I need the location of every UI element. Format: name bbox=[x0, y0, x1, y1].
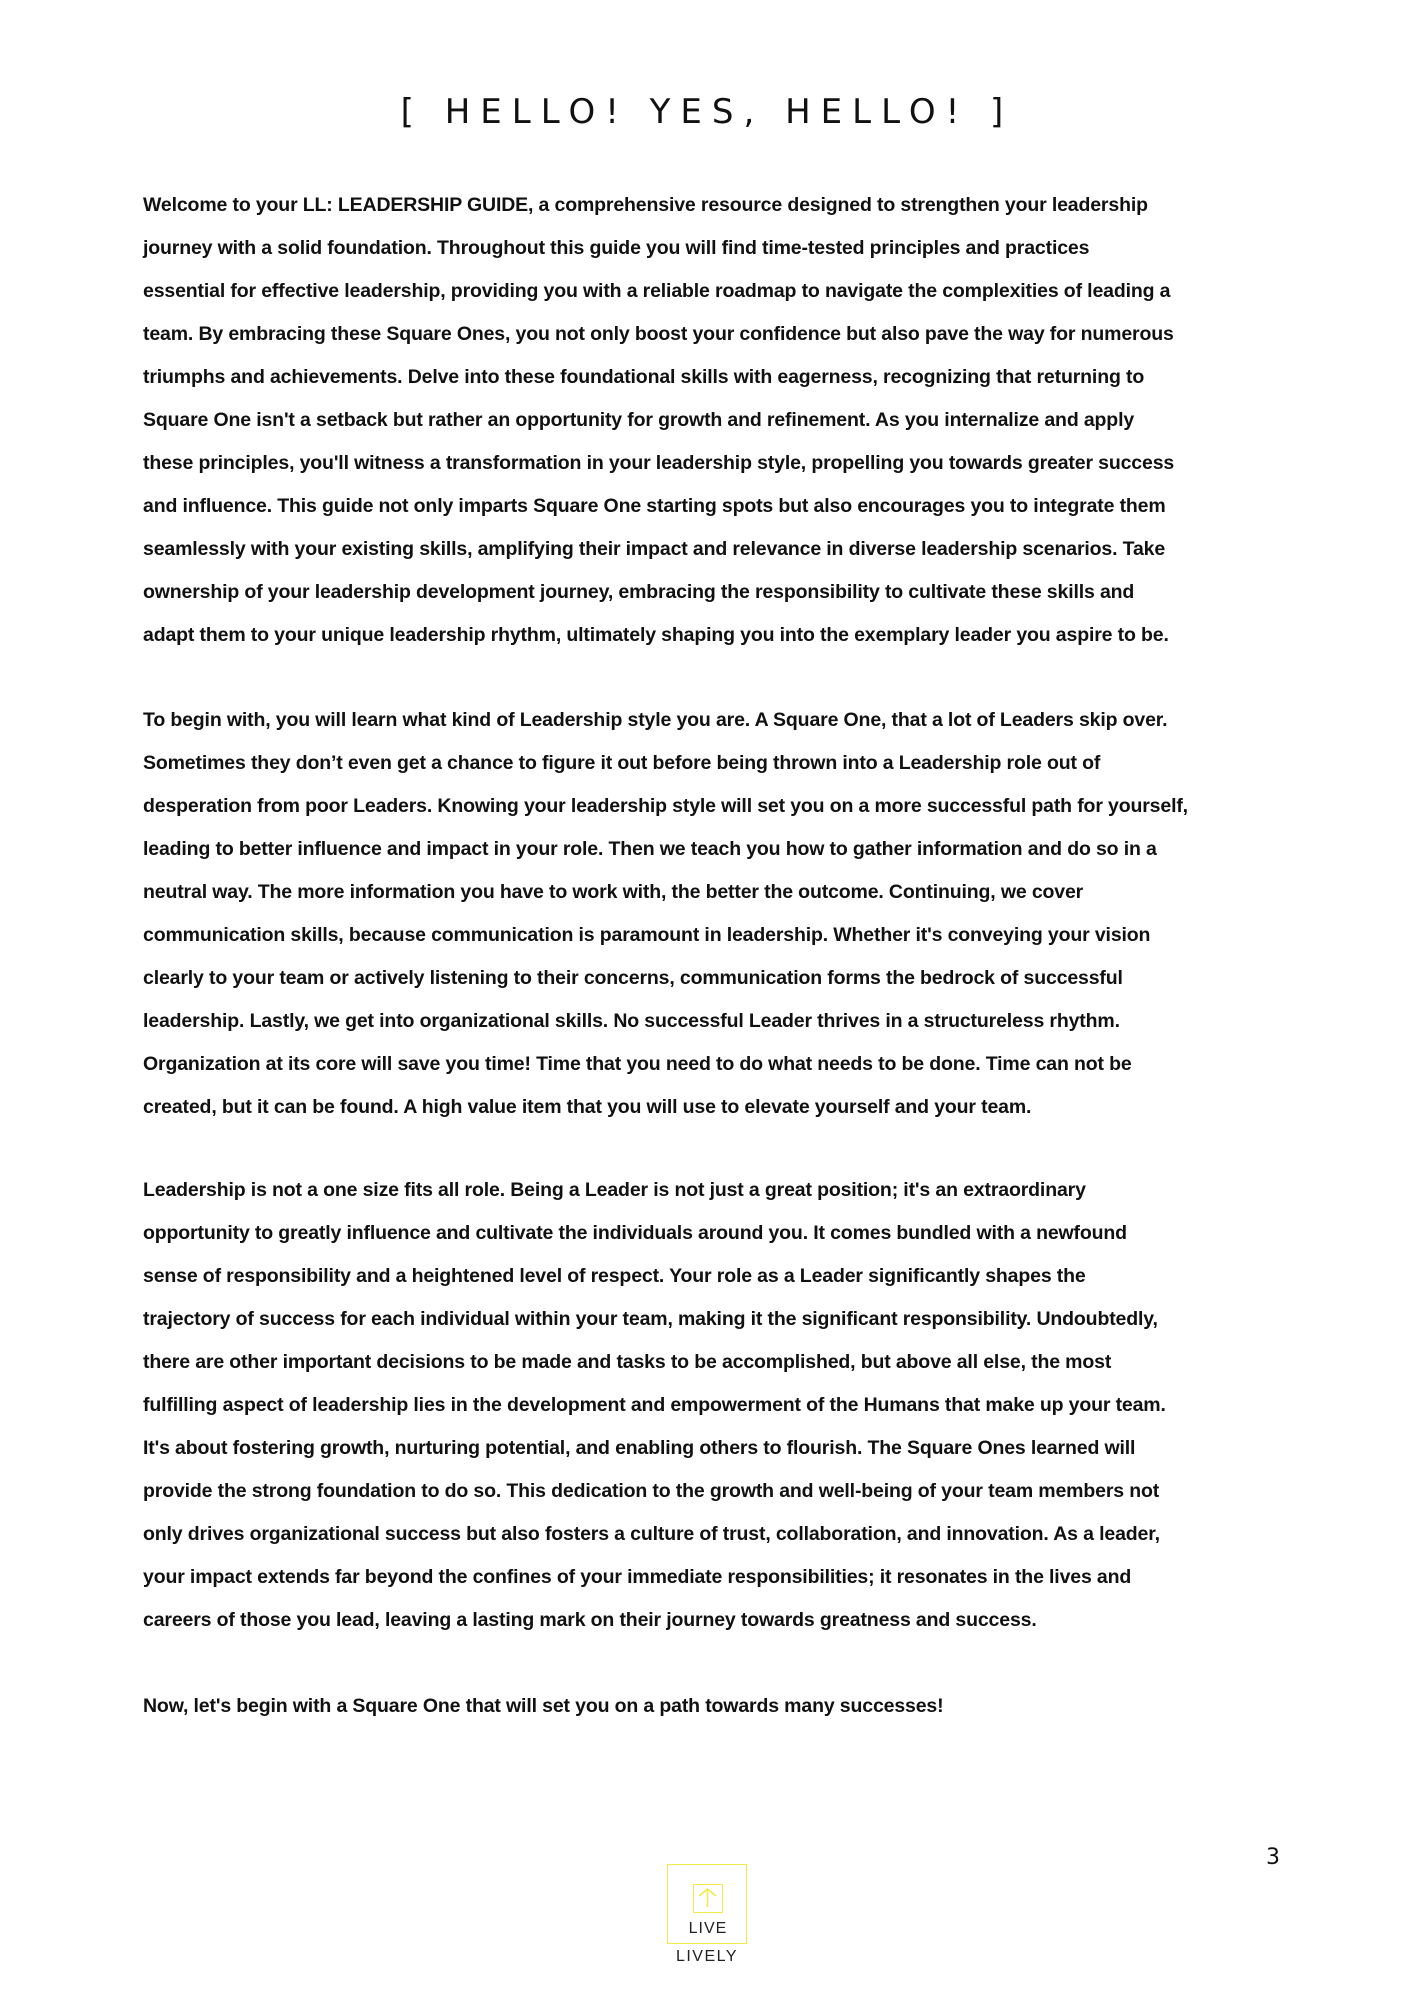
text-line: clearly to your team or actively listening to their concerns, communication forms the bedrock of successful bbox=[143, 967, 1123, 989]
text-line: Welcome to your LL: LEADERSHIP GUIDE, a comprehensive resource designed to strengthen your leadership bbox=[143, 194, 1148, 216]
text-line: To begin with, you will learn what kind of Leadership style you are. A Square One, that a lot of Leaders skip over. bbox=[143, 709, 1168, 731]
arrow-up-icon bbox=[693, 1884, 723, 1913]
text-line: desperation from poor Leaders. Knowing your leadership style will set you on a more successful path for yourself, bbox=[143, 795, 1188, 817]
text-line: opportunity to greatly influence and cultivate the individuals around you. It comes bundled with a newfound bbox=[143, 1222, 1127, 1244]
page-title: [ HELLO! YES, HELLO! ] bbox=[400, 92, 1014, 132]
text-line: these principles, you'll witness a transformation in your leadership style, propelling you towards greater success bbox=[143, 452, 1175, 474]
text-line: triumphs and achievements. Delve into these foundational skills with eagerness, recognizing that returning to bbox=[143, 366, 1145, 388]
text-line: leadership. Lastly, we get into organizational skills. No successful Leader thrives in a structureless rhythm. bbox=[143, 1010, 1120, 1032]
page-number: 3 bbox=[1266, 1845, 1280, 1870]
text-line: Organization at its core will save you time! Time that you need to do what needs to be done. Time can not be bbox=[143, 1053, 1132, 1075]
text-line: team. By embracing these Square Ones, you not only boost your confidence but also pave the way for numerous bbox=[143, 323, 1174, 345]
text-line: leading to better influence and impact in your role. Then we teach you how to gather information and do so in a bbox=[143, 838, 1157, 860]
text-line: journey with a solid foundation. Throughout this guide you will find time-tested principles and practices bbox=[143, 237, 1090, 259]
text-line: fulfilling aspect of leadership lies in the development and empowerment of the Humans that make up your team. bbox=[143, 1394, 1166, 1416]
paragraph-leadership-role bbox=[143, 1169, 1293, 1642]
text-line: Now, let's begin with a Square One that will set you on a path towards many successes! bbox=[143, 1695, 944, 1717]
text-line: created, but it can be found. A high value item that you will use to elevate yourself and your team. bbox=[143, 1096, 1032, 1118]
text-line: and influence. This guide not only imparts Square One starting spots but also encourages you to integrate them bbox=[143, 495, 1166, 517]
logo-text-lively: LIVELY bbox=[675, 1948, 739, 1965]
paragraph-intro bbox=[143, 184, 1293, 657]
text-line: essential for effective leadership, providing you with a reliable roadmap to navigate the complexities of leading a bbox=[143, 280, 1171, 302]
text-line: your impact extends far beyond the confines of your immediate responsibilities; it resonates in the lives and bbox=[143, 1566, 1132, 1588]
text-line: provide the strong foundation to do so. This dedication to the growth and well-being of your team members not bbox=[143, 1480, 1160, 1502]
text-line: ownership of your leadership development journey, embracing the responsibility to cultivate these skills and bbox=[143, 581, 1135, 603]
logo-text-live: LIVE bbox=[688, 1920, 728, 1937]
text-line: Sometimes they don’t even get a chance to figure it out before being thrown into a Leadership role out of bbox=[143, 752, 1101, 774]
text-line: adapt them to your unique leadership rhythm, ultimately shaping you into the exemplary leader you aspire to be. bbox=[143, 624, 1169, 646]
text-line: trajectory of success for each individual within your team, making it the significant responsibility. Undoubtedly, bbox=[143, 1308, 1158, 1330]
text-line: Leadership is not a one size fits all role. Being a Leader is not just a great position; it's an extraordinary bbox=[143, 1179, 1086, 1201]
paragraph-overview bbox=[143, 699, 1293, 1129]
live-lively-logo bbox=[667, 1864, 747, 1944]
text-line: careers of those you lead, leaving a lasting mark on their journey towards greatness and success. bbox=[143, 1609, 1037, 1631]
text-line: there are other important decisions to be made and tasks to be accomplished, but above all else, the most bbox=[143, 1351, 1112, 1373]
text-line: sense of responsibility and a heightened level of respect. Your role as a Leader significantly shapes the bbox=[143, 1265, 1086, 1287]
text-line: neutral way. The more information you have to work with, the better the outcome. Continuing, we cover bbox=[143, 881, 1084, 903]
paragraph-closing bbox=[143, 1685, 1293, 1728]
text-line: only drives organizational success but also fosters a culture of trust, collaboration, and innovation. As a leader, bbox=[143, 1523, 1160, 1545]
text-line: communication skills, because communication is paramount in leadership. Whether it's conveying your vision bbox=[143, 924, 1151, 946]
text-line: Square One isn't a setback but rather an opportunity for growth and refinement. As you internalize and apply bbox=[143, 409, 1135, 431]
text-line: It's about fostering growth, nurturing potential, and enabling others to flourish. The Square Ones learned will bbox=[143, 1437, 1136, 1459]
text-line: seamlessly with your existing skills, amplifying their impact and relevance in diverse leadership scenarios. Take bbox=[143, 538, 1166, 560]
